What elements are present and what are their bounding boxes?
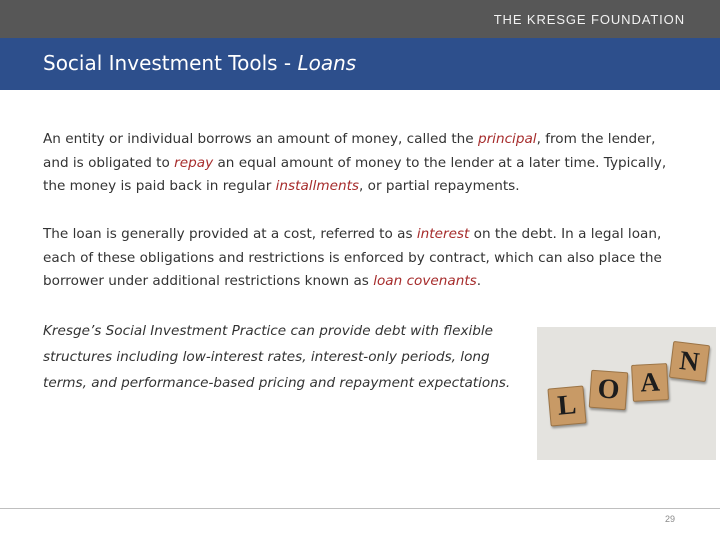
page-number: 29 <box>665 514 676 524</box>
tile-letter-o: O <box>589 370 629 410</box>
keyword-interest: interest <box>416 226 470 242</box>
keyword-installments: installments <box>275 178 359 194</box>
top-bar <box>0 0 720 38</box>
tile-letter-l: L <box>547 386 586 427</box>
paragraph-kresge-practice: Kresge’s Social Investment Practice can provide debt with flexible structures including low-interest rates, interest-only periods, long terms, and performance-based pricing and repayment expectations. <box>43 323 511 391</box>
text-run: The loan is generally provided at a cost, referred to as <box>43 226 417 242</box>
title-bar <box>0 38 720 90</box>
keyword-repay: repay <box>174 154 214 171</box>
tile-letter-n: N <box>669 341 710 382</box>
title-main: Social Investment Tools - <box>43 51 298 75</box>
organization-logo-text: THE KRESGE FOUNDATION <box>493 12 685 27</box>
footer-divider <box>0 508 720 509</box>
text-run: on the debt. In a legal loan, each of these obligations and restrictions is enforced by contract, which can also place the borrower under additional restrictions known as <box>43 226 662 289</box>
slide-title <box>43 51 356 75</box>
text-run: an equal amount of money to the lender at a later time. Typically, the money is paid back in regular <box>43 154 667 194</box>
loan-letter-tiles-image <box>537 327 716 460</box>
text-run: . <box>476 273 482 289</box>
keyword-principal: principal <box>477 131 537 147</box>
text-run: , or partial repayments. <box>358 178 520 194</box>
text-run: , from the lender, and is obligated to <box>43 131 656 171</box>
paragraph-loan-definition <box>43 128 683 199</box>
title-emphasis: Loans <box>297 51 357 75</box>
paragraph-loan-cost <box>43 223 683 294</box>
text-run: An entity or individual borrows an amount of money, called the <box>43 131 478 147</box>
tile-letter-a: A <box>631 363 669 402</box>
keyword-loan-covenants: loan covenants <box>373 273 477 289</box>
